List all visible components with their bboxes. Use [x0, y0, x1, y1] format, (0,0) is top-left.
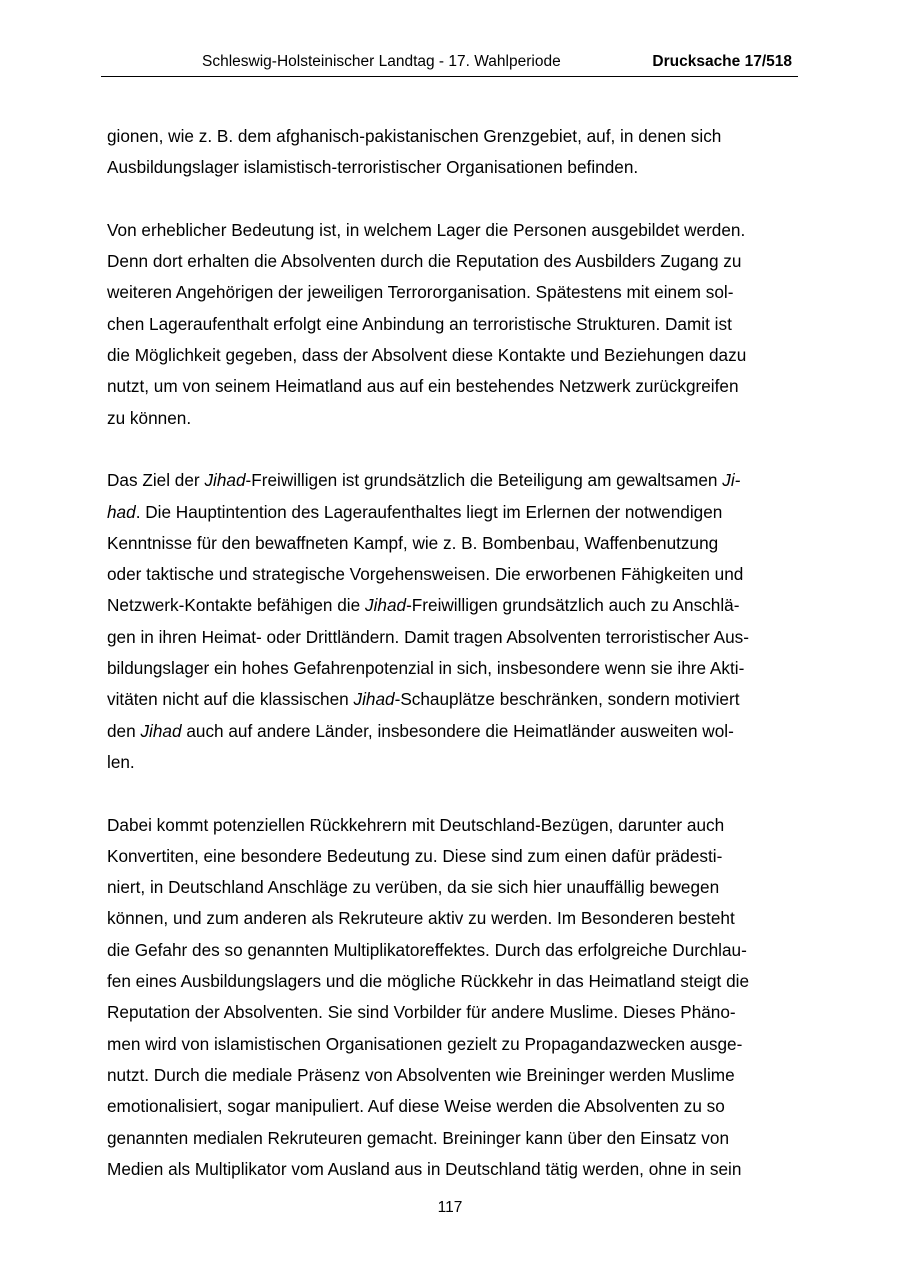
text-segment: gionen, wie z. B. dem afghanisch-pakistanischen Grenzgebiet, auf, in denen sich: [107, 126, 722, 146]
text-line: [107, 1091, 797, 1122]
text-line: [107, 121, 797, 152]
text-segment: Von erheblicher Bedeutung ist, in welchem Lager die Personen ausgebildet werden.: [107, 219, 746, 240]
text-segment: die Möglichkeit gegeben, dass der Absolvent diese Kontakte und Beziehungen dazu: [107, 345, 747, 366]
text-segment: oder taktische und strategische Vorgehensweisen. Die erworbenen Fähigkeiten und: [107, 564, 744, 585]
text-line: [107, 622, 797, 653]
text-segment: zu können.: [107, 407, 192, 428]
italic-term: Jihad: [364, 595, 407, 616]
paragraph: [107, 465, 797, 778]
text-segment: gen in ihren Heimat- oder Drittländern. Damit tragen Absolventen terroristischer Aus-: [107, 626, 749, 647]
header-title: Schleswig-Holsteinischer Landtag - 17. Wahlperiode: [202, 53, 561, 70]
text-segment: bildungslager ein hohes Gefahrenpotenzial in sich, insbesondere wenn sie ihre Akti-: [107, 658, 745, 679]
text-line: [107, 841, 797, 872]
text-segment: -Freiwilligen grundsätzlich auch zu Anschlä-: [406, 595, 740, 616]
text-segment: die Gefahr des so genannten Multiplikatoreffektes. Durch das erfolgreiche Durchlau-: [107, 939, 747, 960]
page-header: [101, 52, 798, 77]
text-line: [107, 309, 797, 340]
text-line: [107, 810, 797, 841]
text-segment: fen eines Ausbildungslagers und die mögliche Rückkehr in das Heimatland steigt die: [107, 971, 750, 992]
text-line: [107, 1060, 797, 1091]
text-line: [107, 152, 797, 183]
text-segment: Ausbildungslager islamistisch-terroristischer Organisationen befinden.: [107, 157, 639, 178]
text-segment: vitäten nicht auf die klassischen: [107, 689, 354, 710]
text-segment: Denn dort erhalten die Absolventen durch die Reputation des Ausbilders Zugang zu: [107, 251, 742, 272]
page-number: 117: [437, 1199, 463, 1216]
text-line: [107, 215, 797, 246]
italic-term: Jihad: [353, 689, 395, 710]
text-segment: Konvertiten, eine besondere Bedeutung zu. Diese sind zum einen dafür prädesti-: [107, 845, 723, 866]
text-line: [107, 497, 797, 528]
text-segment: Kenntnisse für den bewaffneten Kampf, wie z. B. Bombenbau, Waffenbenutzung: [107, 532, 719, 553]
text-segment: chen Lageraufenthalt erfolgt eine Anbindung an terroristische Strukturen. Damit ist: [107, 313, 732, 334]
body-text: [107, 121, 797, 1216]
paragraph: [107, 810, 797, 1186]
text-line: [107, 935, 797, 966]
text-segment: können, und zum anderen als Rekruteure aktiv zu werden. Im Besonderen besteht: [107, 908, 735, 929]
text-line: [107, 872, 797, 903]
text-segment: Medien als Multiplikator vom Ausland aus in Deutschland tätig werden, ohne in sein: [107, 1158, 742, 1179]
text-line: [107, 1029, 797, 1060]
text-line: [107, 403, 797, 434]
text-line: [107, 528, 797, 559]
paragraph: [107, 121, 797, 184]
text-segment: nutzt. Durch die mediale Präsenz von Absolventen wie Breininger werden Muslime: [107, 1064, 735, 1085]
text-segment: weiteren Angehörigen der jeweiligen Terrororganisation. Spätestens mit einem sol-: [107, 282, 734, 303]
text-segment: emotionalisiert, sogar manipuliert. Auf diese Weise werden die Absolventen zu so: [107, 1096, 725, 1117]
text-segment: genannten medialen Rekruteuren gemacht. Breininger kann über den Einsatz von: [107, 1127, 730, 1148]
text-line: [107, 747, 797, 778]
paragraph: [107, 215, 797, 434]
text-line: [107, 1154, 797, 1185]
text-segment: len.: [107, 751, 135, 772]
text-segment: auch auf andere Länder, insbesondere die Heimatländer ausweiten wol-: [181, 720, 734, 741]
text-line: [107, 465, 797, 496]
text-line: [107, 716, 797, 747]
text-segment: men wird von islamistischen Organisationen gezielt zu Propagandazwecken ausge-: [107, 1033, 743, 1054]
text-line: [107, 653, 797, 684]
text-line: [107, 966, 797, 997]
text-line: [107, 340, 797, 371]
text-segment: Das Ziel der: [107, 470, 205, 491]
text-segment: Reputation der Absolventen. Sie sind Vorbilder für andere Muslime. Dieses Phäno-: [107, 1002, 736, 1023]
text-line: [107, 1123, 797, 1154]
text-line: [107, 371, 797, 402]
text-line: [107, 590, 797, 621]
text-segment: . Die Hauptintention des Lageraufenthaltes liegt im Erlernen der notwendigen: [135, 501, 723, 522]
italic-term: had: [107, 501, 136, 522]
text-line: [107, 277, 797, 308]
text-segment: Netzwerk-Kontakte befähigen die: [107, 595, 365, 616]
text-line: [107, 559, 797, 590]
text-segment: Dabei kommt potenziellen Rückkehrern mit Deutschland-Bezügen, darunter auch: [107, 814, 725, 835]
italic-term: Ji-: [722, 470, 741, 491]
text-line: [107, 684, 797, 715]
text-segment: nutzt, um von seinem Heimatland aus auf ein bestehendes Netzwerk zurückgreifen: [107, 376, 739, 397]
text-line: [107, 997, 797, 1028]
text-segment: -Freiwilligen ist grundsätzlich die Beteiligung am gewaltsamen: [245, 470, 723, 491]
text-segment: den: [107, 720, 141, 741]
header-drucksache: Drucksache 17/518: [652, 53, 792, 70]
text-line: [107, 903, 797, 934]
text-segment: niert, in Deutschland Anschläge zu verüben, da sie sich hier unauffällig bewegen: [107, 877, 720, 898]
text-segment: -Schauplätze beschränken, sondern motiviert: [394, 689, 740, 710]
italic-term: Jihad: [140, 720, 182, 741]
text-line: [107, 246, 797, 277]
italic-term: Jihad: [204, 470, 246, 491]
